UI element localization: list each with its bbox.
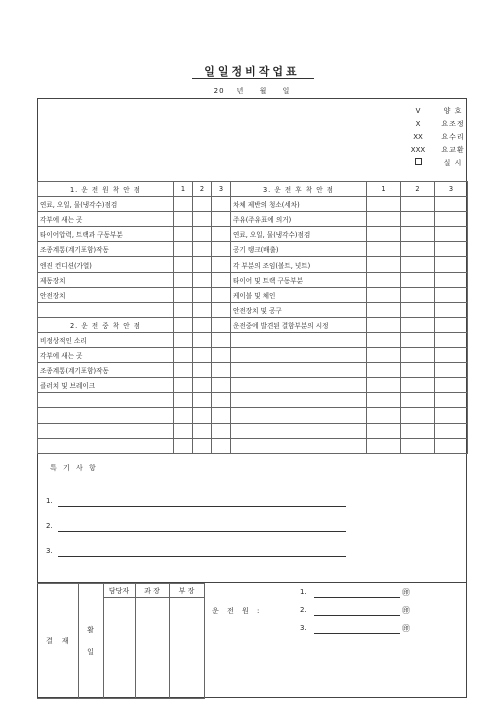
check-box[interactable] [212, 438, 231, 453]
checklist-row [38, 438, 468, 453]
check-box[interactable] [174, 302, 193, 317]
blank-cell [38, 393, 174, 408]
checklist-row [38, 363, 468, 378]
approval-label: 결 재 [37, 584, 78, 699]
check-box[interactable] [367, 438, 401, 453]
check-box[interactable] [193, 438, 212, 453]
checklist-row [38, 242, 468, 257]
check-box[interactable] [435, 227, 468, 242]
check-box[interactable] [174, 378, 193, 393]
blank-cell [38, 302, 174, 317]
approval-table [37, 583, 205, 699]
check-box[interactable] [193, 287, 212, 302]
checklist-row [38, 348, 468, 363]
check-box[interactable] [435, 423, 468, 438]
check-box[interactable] [401, 393, 435, 408]
remarks-line-number: 1. [46, 497, 53, 505]
title-underline [192, 78, 314, 79]
check-box[interactable] [367, 317, 401, 332]
check-item: 엔진 컨디션(가열) [38, 257, 174, 272]
operator-line[interactable] [300, 588, 410, 600]
check-box[interactable] [367, 197, 401, 212]
check-box[interactable] [435, 393, 468, 408]
check-box[interactable] [367, 332, 401, 347]
check-box[interactable] [367, 212, 401, 227]
check-box[interactable] [174, 393, 193, 408]
check-box[interactable] [401, 257, 435, 272]
check-box[interactable] [212, 408, 231, 423]
check-box[interactable] [435, 287, 468, 302]
check-box[interactable] [367, 348, 401, 363]
check-box[interactable] [401, 332, 435, 347]
check-box[interactable] [435, 317, 468, 332]
checklist-row [38, 272, 468, 287]
checklist-row [38, 423, 468, 438]
check-box[interactable] [193, 272, 212, 287]
check-item: 클러치 및 브레이크 [38, 378, 174, 393]
checklist-row [38, 408, 468, 423]
remarks-line-number: 3. [46, 547, 53, 555]
check-box[interactable] [367, 287, 401, 302]
check-box[interactable] [401, 363, 435, 378]
check-box[interactable] [193, 363, 212, 378]
check-box[interactable] [193, 302, 212, 317]
check-box[interactable] [401, 272, 435, 287]
blank-cell [38, 423, 174, 438]
legend [404, 104, 474, 169]
check-box[interactable] [212, 332, 231, 347]
legend-row [404, 156, 474, 169]
legend-square-icon [404, 158, 432, 167]
check-box[interactable] [401, 348, 435, 363]
check-box[interactable] [401, 317, 435, 332]
check-box[interactable] [435, 302, 468, 317]
date-line [0, 86, 504, 96]
remarks-line[interactable] [46, 497, 346, 509]
checklist-row [38, 287, 468, 302]
legend-text: 요수리 [441, 132, 465, 141]
seal-mark: ㊞ [402, 588, 410, 597]
check-box[interactable] [212, 227, 231, 242]
column-number: 3 [212, 182, 231, 197]
check-item: 각 부분의 조임(볼트, 넛트) [231, 257, 367, 272]
date-year: 20 [213, 87, 225, 95]
checklist-row [38, 332, 468, 347]
check-item: 연료, 오일, 물(냉각수)점검 [38, 197, 174, 212]
check-item: 안전장치 [38, 287, 174, 302]
check-box[interactable] [367, 257, 401, 272]
page-title: 일일정비작업표 [204, 65, 300, 78]
section-header: 2. 운 전 중 착 안 점 [38, 317, 174, 332]
check-box[interactable] [401, 378, 435, 393]
blank-cell [231, 363, 367, 378]
blank-cell [231, 378, 367, 393]
check-box[interactable] [212, 363, 231, 378]
remarks-line-number: 2. [46, 522, 53, 530]
legend-text: 요교환 [441, 145, 465, 154]
check-box[interactable] [401, 302, 435, 317]
check-box[interactable] [435, 272, 468, 287]
seal-mark: ㊞ [402, 606, 410, 615]
check-box[interactable] [174, 363, 193, 378]
blank-cell [231, 408, 367, 423]
approval-sign-box[interactable] [135, 598, 169, 699]
check-box[interactable] [435, 348, 468, 363]
check-box[interactable] [212, 212, 231, 227]
check-box[interactable] [193, 257, 212, 272]
check-item: 각부에 새는 곳 [38, 348, 174, 363]
check-box[interactable] [193, 378, 212, 393]
check-box[interactable] [401, 242, 435, 257]
checklist-row [38, 212, 468, 227]
approval-col-header: 담당자 [103, 584, 135, 598]
check-box[interactable] [174, 408, 193, 423]
checklist-row [38, 257, 468, 272]
check-box[interactable] [367, 272, 401, 287]
section-header: 1. 운 전 원 착 안 점 [38, 182, 174, 197]
operator-line-number: 2. [300, 606, 307, 614]
check-box[interactable] [212, 257, 231, 272]
check-box[interactable] [174, 348, 193, 363]
column-number: 1 [367, 182, 401, 197]
check-box[interactable] [212, 393, 231, 408]
remarks-label: 특 기 사 항 [50, 464, 98, 472]
check-box[interactable] [212, 317, 231, 332]
legend-symbol: XX [413, 132, 423, 141]
seal-mark: ㊞ [402, 624, 410, 633]
check-box[interactable] [401, 438, 435, 453]
remarks-line[interactable] [46, 547, 346, 559]
check-box[interactable] [174, 197, 193, 212]
operator-line-number: 1. [300, 588, 307, 596]
check-box[interactable] [193, 227, 212, 242]
approval-col-header: 부 장 [169, 584, 204, 598]
check-box[interactable] [435, 212, 468, 227]
legend-row [404, 117, 474, 130]
check-box[interactable] [193, 317, 212, 332]
check-box[interactable] [401, 408, 435, 423]
legend-text: 요조정 [441, 119, 465, 128]
check-box[interactable] [193, 197, 212, 212]
check-box[interactable] [174, 257, 193, 272]
check-box[interactable] [174, 317, 193, 332]
check-box[interactable] [435, 197, 468, 212]
check-item: 운전중에 발견된 결함부분의 시정 [231, 317, 367, 332]
approval-col-header: 과 장 [135, 584, 169, 598]
check-box[interactable] [401, 197, 435, 212]
check-box[interactable] [435, 378, 468, 393]
check-box[interactable] [174, 242, 193, 257]
legend-symbol: XXX [410, 145, 426, 154]
legend-symbol: V [415, 106, 421, 115]
check-box[interactable] [367, 423, 401, 438]
check-box[interactable] [367, 302, 401, 317]
checklist-row [38, 182, 468, 197]
check-box[interactable] [174, 212, 193, 227]
check-box[interactable] [435, 363, 468, 378]
legend-text: 실 시 [443, 158, 463, 167]
column-number: 3 [435, 182, 468, 197]
check-item: 타이어압력, 트랙과 구동부분 [38, 227, 174, 242]
legend-row [404, 143, 474, 156]
check-item: 비정상적인 소리 [38, 332, 174, 347]
check-box[interactable] [435, 438, 468, 453]
date-month-unit: 월 [259, 87, 268, 95]
check-box[interactable] [367, 408, 401, 423]
date-day-unit: 일 [282, 87, 291, 95]
check-item: 조종계통(계기포함)작동 [38, 363, 174, 378]
operator-line-number: 3. [300, 624, 307, 632]
check-box[interactable] [401, 423, 435, 438]
check-box[interactable] [367, 378, 401, 393]
column-number: 1 [174, 182, 193, 197]
check-box[interactable] [212, 423, 231, 438]
check-box[interactable] [212, 197, 231, 212]
legend-row [404, 104, 474, 117]
check-box[interactable] [193, 332, 212, 347]
checklist-row [38, 317, 468, 332]
check-box[interactable] [367, 227, 401, 242]
operator-label: 운 전 원 : [212, 607, 263, 615]
check-item: 주유(주유표에 의거) [231, 212, 367, 227]
check-box[interactable] [212, 302, 231, 317]
check-item: 제동장치 [38, 272, 174, 287]
checklist-table [37, 181, 468, 454]
check-box[interactable] [367, 393, 401, 408]
check-box[interactable] [401, 227, 435, 242]
check-box[interactable] [212, 378, 231, 393]
check-item: 연료, 오일, 물(냉각수)점검 [231, 227, 367, 242]
blank-cell [231, 438, 367, 453]
check-box[interactable] [212, 272, 231, 287]
date-year-unit: 년 [236, 87, 245, 95]
check-item: 공기 탱크(배출) [231, 242, 367, 257]
check-item: 타이어 및 트랙 구동부분 [231, 272, 367, 287]
check-box[interactable] [401, 212, 435, 227]
check-item: 조종계통(계기포함)작동 [38, 242, 174, 257]
check-box[interactable] [212, 242, 231, 257]
legend-symbol: X [415, 119, 421, 128]
check-box[interactable] [193, 348, 212, 363]
check-box[interactable] [193, 423, 212, 438]
column-number: 2 [193, 182, 212, 197]
checklist-row [38, 378, 468, 393]
section-header: 3. 운 전 후 착 안 점 [231, 182, 367, 197]
checklist-row [38, 197, 468, 212]
operator-line[interactable] [300, 624, 410, 636]
check-box[interactable] [212, 287, 231, 302]
check-box[interactable] [174, 227, 193, 242]
check-box[interactable] [193, 242, 212, 257]
approval-sign-box[interactable] [169, 598, 204, 699]
check-item: 각부에 새는 곳 [38, 212, 174, 227]
check-box[interactable] [193, 212, 212, 227]
check-box[interactable] [174, 423, 193, 438]
check-box[interactable] [435, 332, 468, 347]
operator-line[interactable] [300, 606, 410, 618]
check-box[interactable] [401, 287, 435, 302]
approval-sub-label: 활 일 [78, 584, 103, 699]
check-box[interactable] [212, 348, 231, 363]
check-item: 안전장치 및 공구 [231, 302, 367, 317]
blank-cell [38, 438, 174, 453]
legend-row [404, 130, 474, 143]
blank-cell [231, 423, 367, 438]
approval-sign-box[interactable] [103, 598, 135, 699]
check-box[interactable] [174, 272, 193, 287]
legend-text: 양 호 [443, 106, 463, 115]
check-box[interactable] [174, 332, 193, 347]
check-box[interactable] [174, 287, 193, 302]
check-box[interactable] [435, 242, 468, 257]
check-box[interactable] [367, 363, 401, 378]
blank-cell [231, 393, 367, 408]
remarks-line[interactable] [46, 522, 346, 534]
check-item: 차체 제반의 청소(세차) [231, 197, 367, 212]
check-box[interactable] [174, 438, 193, 453]
check-box[interactable] [193, 408, 212, 423]
check-box[interactable] [193, 393, 212, 408]
checklist-row [38, 302, 468, 317]
check-box[interactable] [367, 242, 401, 257]
checklist-row [38, 227, 468, 242]
blank-cell [231, 348, 367, 363]
blank-cell [231, 332, 367, 347]
check-box[interactable] [435, 257, 468, 272]
check-item: 케이블 및 체인 [231, 287, 367, 302]
checklist-row [38, 393, 468, 408]
column-number: 2 [401, 182, 435, 197]
blank-cell [38, 408, 174, 423]
check-box[interactable] [435, 408, 468, 423]
